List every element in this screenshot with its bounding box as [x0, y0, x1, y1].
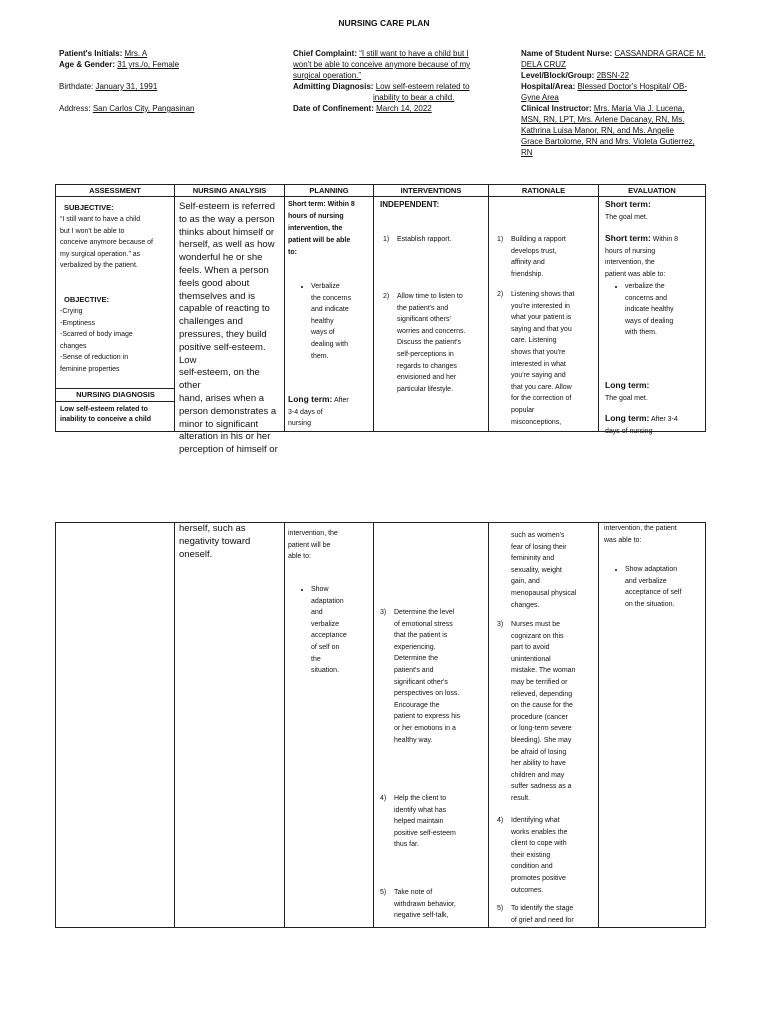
intervention-line: patient to express his [394, 713, 461, 721]
rationale-line: that you care. Allow [511, 383, 572, 391]
rationale-line: menopausal physical [511, 589, 577, 597]
eval-short-term-2 [605, 233, 678, 280]
care-plan-table-page2 [55, 522, 706, 928]
eval-short2-line: intervention, the [605, 259, 655, 267]
rationale-line: for the correction of [511, 395, 572, 403]
planning-bullet-line: the [311, 655, 321, 663]
student-name-l2: DELA CRUZ [521, 60, 566, 69]
birthdate-value: January 31, 1991 [95, 82, 158, 91]
age-gender-label: Age & Gender: [59, 60, 116, 69]
planning-bullet-line: situation. [311, 667, 340, 675]
rationale-line: shows that you're [511, 348, 566, 356]
eval-short-met: The goal met. [605, 213, 648, 221]
rationale-line: client to cope with [511, 840, 567, 848]
rationale-line: popular [511, 406, 535, 414]
rationale-line: bleeding). She may [511, 736, 572, 744]
confinement-value: March 14, 2022 [376, 104, 432, 113]
interventions-cell-continued [374, 523, 488, 927]
planning-bullet [311, 584, 347, 677]
rationale-line: their existing [511, 851, 551, 859]
objective-line: changes [60, 342, 87, 350]
eval-bullet-line: on the situation. [625, 600, 675, 608]
planning-bullet [311, 281, 351, 362]
rationale-line: Building a rapport [511, 236, 566, 243]
analysis-line: thinks about himself or [179, 226, 275, 238]
student-name-label: Name of Student Nurse: [521, 49, 613, 58]
header-assessment: ASSESSMENT [56, 185, 175, 197]
intervention-item-4 [380, 793, 456, 851]
planning-short-goal [285, 281, 351, 362]
birthdate-label: Birthdate: [59, 82, 94, 91]
hospital-l2: Gyne Area [521, 93, 559, 102]
complaint-info [293, 48, 493, 114]
rationale-line: fear of losing their [511, 543, 567, 551]
planning-bullet-line: adaptation [311, 597, 344, 605]
page-title: NURSING CARE PLAN [338, 18, 430, 28]
eval-bullet [625, 281, 674, 339]
student-name-l1: CASSANDRA GRACE M. [614, 49, 706, 58]
rationale-line: interested in what [511, 360, 566, 368]
subjective-line: my surgical operation.” as [60, 250, 141, 258]
admitting-label: Admitting Diagnosis: [293, 82, 374, 91]
intervention-line: helped maintain [394, 818, 444, 826]
rationale-line: saying and that you [511, 325, 572, 333]
objective-line: -Emptiness [60, 319, 96, 327]
intervention-line: worries and concerns. [397, 327, 466, 335]
analysis-line: to as the way a person [179, 213, 275, 225]
chief-complaint-l2: won't be able to conceive anymore because of my [293, 60, 471, 69]
intervention-line: regards to changes [397, 362, 457, 370]
analysis-line: Self-esteem is referred [179, 201, 276, 212]
evaluation-cell [599, 197, 705, 435]
rationale-number: 3) [497, 621, 504, 628]
rationale-cell [489, 197, 598, 427]
analysis-line: hand, arises when a [179, 392, 265, 404]
planning-long-term [288, 394, 349, 430]
eval-short2-line: hours of nursing [605, 247, 656, 255]
planning-bullet-line: the concerns [311, 294, 352, 302]
analysis-line: negativity toward [179, 535, 251, 547]
rationale-line: unintentional [511, 655, 551, 663]
nursing-diagnosis-label: NURSING DIAGNOSIS [56, 388, 175, 402]
planning-short-line: to: [288, 249, 297, 256]
rationale-line: works enables the [511, 828, 568, 836]
rationale-line: friendship. [511, 270, 544, 278]
intervention-line: of emotional stress [394, 620, 453, 628]
rationale-line: outcomes. [511, 886, 544, 894]
intervention-item-1 [383, 234, 451, 246]
intervention-line: thus far. [394, 841, 419, 849]
analysis-line: perception of himself or [179, 444, 278, 456]
rationale-cell-continued [489, 523, 598, 927]
planning-long-line: After [333, 397, 349, 404]
interventions-cell [374, 197, 488, 427]
rationale-line: such as women's [511, 532, 565, 539]
rationale-line: suffer sadness as a [511, 783, 572, 791]
chief-complaint-l3: surgical operation.” [293, 71, 362, 80]
rationale-line: Nurses must be [511, 621, 561, 628]
intervention-line: withdrawn behavior, [394, 900, 456, 908]
analysis-line: pressures, they build [179, 328, 267, 340]
header-evaluation: EVALUATION [599, 185, 706, 197]
rationale-line: Listening shows that [511, 291, 575, 298]
eval-long2-line: After 3-4 [650, 416, 678, 423]
eval-long2-line: was able to: [604, 536, 642, 544]
subjective-line: conceive anymore because of [60, 239, 153, 247]
patient-info [59, 48, 259, 114]
intervention-line: Take note of [394, 889, 433, 896]
eval-long-term-cont [604, 523, 677, 546]
address-value: San Carlos City, Pangasinan [92, 104, 195, 113]
objective-text [60, 306, 174, 376]
eval-bullet [625, 564, 681, 610]
analysis-line: capable of reacting to [179, 303, 270, 315]
rationale-line: femininity and [511, 555, 555, 563]
eval-bullet-line: concerns and [625, 294, 668, 302]
intervention-line: identify what has [394, 806, 447, 814]
intervention-number: 1) [383, 236, 390, 243]
rationale-line: gain, and [511, 578, 540, 586]
level-label: Level/Block/Group: [521, 71, 595, 80]
rationale-line: you're interested in [511, 302, 570, 310]
analysis-line: themselves and is [179, 290, 256, 302]
eval-short2-label: Short term: [605, 233, 651, 243]
eval-bullet-line: indicate healthy [625, 306, 674, 314]
intervention-line: positive self-esteem [394, 829, 456, 837]
rationale-line: mistake. The woman [511, 667, 576, 675]
subjective-line: verbalized by the patient. [60, 262, 138, 270]
rationale-number: 2) [497, 291, 504, 298]
analysis-line: minor to significant [179, 418, 259, 430]
header-interventions: INTERVENTIONS [374, 185, 489, 197]
intervention-line: negative self-talk, [394, 912, 449, 920]
planning-cell-continued [285, 523, 373, 927]
planning-bullet-line: • Show [311, 586, 329, 593]
analysis-cell [175, 197, 284, 456]
intervention-item-2 [383, 291, 465, 395]
objective-line: -Crying [60, 308, 83, 315]
analysis-cell-continued [175, 523, 284, 927]
planning-cell [285, 197, 373, 427]
rationale-line: on the cause for the [511, 702, 573, 710]
planning-bullet-line: verbalize [311, 620, 340, 628]
analysis-line: wonderful he or she [179, 252, 263, 264]
intervention-line: the patient's and [397, 304, 449, 312]
intervention-line: Determine the level [394, 609, 455, 616]
rationale-line: To identify the stage [511, 905, 574, 912]
intervention-line: perspectives on loss. [394, 690, 460, 698]
care-plan-table-page1 [55, 184, 706, 456]
header-rationale: RATIONALE [489, 185, 599, 197]
analysis-line: alteration in his or her [179, 431, 271, 443]
objective-label: OBJECTIVE: [64, 295, 110, 304]
assessment-cell-continued [56, 523, 174, 927]
rationale-line: you're saying and [511, 372, 566, 380]
planning-short-line: Short term: Within 8 [288, 201, 355, 208]
analysis-line: feels. When a person [179, 264, 269, 276]
header-analysis: NURSING ANALYSIS [175, 185, 285, 197]
rationale-item-1 [497, 234, 566, 280]
eval-long2-line: intervention, the patient [604, 525, 677, 532]
eval-short2-line: Within 8 [652, 236, 679, 243]
objective-line: -Scarred of body image [60, 331, 133, 339]
chief-complaint-label: Chief Complaint: [293, 49, 357, 58]
eval-short2-line: patient was able to: [605, 270, 666, 278]
rationale-number: 5) [497, 905, 504, 912]
intervention-number: 3) [380, 609, 387, 616]
initials-value: Mrs. A [124, 49, 148, 58]
initials-label: Patient's Initials: [59, 49, 123, 58]
eval-bullet-line: • verbalize the [625, 283, 665, 290]
intervention-line: healthy way. [394, 736, 433, 744]
intervention-line: experiencing. [394, 643, 436, 651]
intervention-item-3 [380, 607, 460, 746]
analysis-line: person demonstrates a [179, 405, 277, 417]
rationale-line: care. Listening [511, 337, 557, 345]
eval-bullet-line: • Show adaptation [625, 566, 678, 573]
rationale-line: part to avoid [511, 644, 550, 652]
rationale-line: children and may [511, 771, 565, 779]
intervention-line: Establish rapport. [397, 236, 452, 243]
ci-l1: Mrs. Maria Via J. Lucena, [593, 104, 685, 113]
eval-bullet-line: ways of dealing [625, 317, 674, 325]
intervention-line: significant other's [394, 678, 448, 686]
planning-long-label: Long term: [288, 394, 333, 404]
planning-long-line: able to: [288, 553, 311, 561]
nursing-diagnosis-text [60, 405, 151, 425]
planning-short-line: hours of nursing [288, 213, 344, 220]
header-planning: PLANNING [285, 185, 374, 197]
intervention-line: Discuss the patient's [397, 339, 461, 347]
planning-long-line: patient will be [288, 541, 331, 549]
planning-bullet-line: dealing with [311, 340, 348, 348]
confinement-label: Date of Confinement: [293, 104, 374, 113]
ci-l3: Kathrina Luisa Manor, RN, and Ms. Angelie [521, 126, 674, 135]
eval-long2-label: Long term: [605, 413, 650, 423]
intervention-line: self-perceptions in [397, 350, 454, 358]
intervention-line: envisioned and her [397, 374, 457, 382]
rationale-line: affinity and [511, 259, 545, 267]
rationale-line: of grief and need for [511, 916, 574, 924]
rationale-item-2-cont [511, 530, 576, 611]
analysis-line: herself, such as [179, 523, 246, 534]
eval-bullet-line: with them. [625, 329, 657, 337]
planning-bullet-line: and indicate [311, 306, 349, 314]
analysis-line: self-esteem, on the other [179, 367, 260, 392]
rationale-line: Identifying what [511, 817, 560, 824]
eval-bullet-line: and verbalize [625, 577, 667, 585]
eval-long-met: The goal met. [605, 394, 648, 402]
planning-bullet-line: healthy [311, 317, 334, 325]
address-label: Address: [59, 104, 91, 113]
eval-long-label: Long term: [605, 380, 650, 390]
rationale-line: may be terrified or [511, 678, 568, 686]
hospital-l1: Blessed Doctor's Hospital/ OB- [577, 82, 688, 91]
subjective-label: SUBJECTIVE: [64, 203, 114, 212]
rationale-line: result. [511, 794, 531, 802]
rationale-line: sexuality, weight [511, 566, 562, 574]
intervention-line: significant others' [397, 316, 451, 324]
intervention-number: 4) [380, 795, 387, 802]
intervention-line: particular lifestyle. [397, 385, 454, 393]
subjective-text [60, 214, 174, 272]
subjective-line: but I won't be able to [60, 227, 125, 235]
intervention-line: that the patient is [394, 632, 448, 640]
rationale-number: 4) [497, 817, 504, 824]
intervention-item-5 [380, 887, 456, 922]
ci-l5: RN [521, 148, 533, 157]
objective-line: -Sense of reduction in [60, 354, 129, 362]
intervention-line: or her emotions in a [394, 724, 456, 732]
subjective-line: “I still want to have a child [60, 216, 141, 223]
analysis-line: positive self-esteem. Low [179, 341, 266, 366]
rationale-line: misconceptions, [511, 418, 562, 426]
ci-l4: Grace Bartolome, RN and Mrs. Violeta Gutierrez, [521, 137, 695, 146]
eval-long2-line: days of nursing [605, 427, 653, 435]
analysis-line: oneself. [179, 548, 213, 560]
eval-short-term-1 [605, 199, 651, 223]
eval-short-label: Short term: [605, 199, 651, 209]
ci-l2: MSN, RN, LPT, Mrs. Arlene Dacanay, RN, Ms. [521, 115, 685, 124]
analysis-line: herself, as well as how [179, 239, 275, 251]
eval-long-term-2 [605, 413, 678, 437]
intervention-line: Encourage the [394, 701, 440, 709]
planning-bullet-line: ways of [311, 329, 335, 337]
planning-long-goal [285, 584, 347, 677]
chief-complaint-l1: “I still want to have a child but I [359, 49, 469, 58]
eval-bullet-line: acceptance of self [625, 589, 682, 597]
planning-bullet-line: and [311, 609, 323, 617]
planning-bullet-line: acceptance [311, 632, 347, 640]
eval-long-bullets [599, 564, 681, 610]
rationale-line: develops trust, [511, 247, 557, 255]
ci-label: Clinical Instructor: [521, 104, 592, 113]
objective-line: feminine properties [60, 365, 120, 373]
rationale-item-2 [497, 289, 574, 428]
assessment-cell [56, 197, 174, 427]
admitting-l1: Low self-esteem related to [375, 82, 470, 91]
rationale-line: promotes positive [511, 874, 566, 882]
planning-long-line: 3-4 days of [288, 408, 323, 416]
evaluation-cell-continued [599, 523, 705, 927]
eval-short-bullets [599, 281, 674, 339]
admitting-l2: inability to bear a child. [373, 93, 455, 102]
planning-bullet-line: them. [311, 352, 329, 360]
rationale-line: changes. [511, 601, 540, 609]
planning-short-line: patient will be able [288, 237, 351, 244]
hospital-label: Hospital/Area: [521, 82, 576, 91]
rationale-item-3 [497, 619, 575, 805]
analysis-line: challenges and [179, 316, 243, 328]
rationale-item-5 [497, 903, 574, 926]
intervention-line: patient's and [394, 666, 434, 674]
rationale-line: cognizant on this [511, 632, 564, 640]
intervention-line: Help the client to [394, 795, 447, 802]
diagnosis-line: Low self-esteem related to [60, 406, 148, 413]
rationale-line: or long-term severe [511, 725, 572, 733]
student-info [521, 48, 706, 158]
intervention-number: 2) [383, 293, 390, 300]
rationale-line: procedure (cancer [511, 713, 568, 721]
planning-bullet-line: of self on [311, 643, 340, 651]
age-gender-value: 31 yrs./o, Female [117, 60, 180, 69]
planning-short-term [288, 199, 355, 259]
rationale-item-4 [497, 815, 567, 896]
planning-short-line: intervention, the [288, 225, 343, 232]
level-value: 2BSN-22 [596, 71, 630, 80]
rationale-line: relieved, depending [511, 690, 573, 698]
planning-long-term-cont [288, 528, 338, 563]
diagnosis-line: inability to conceive a child [60, 416, 152, 423]
planning-long-line: intervention, the [288, 530, 338, 537]
intervention-number: 5) [380, 889, 387, 896]
planning-long-line: nursing [288, 420, 311, 428]
rationale-line: be afraid of losing [511, 748, 567, 756]
intervention-line: Determine the [394, 655, 438, 663]
independent-label: INDEPENDENT: [380, 200, 440, 209]
planning-bullet-line: • Verbalize [311, 283, 340, 290]
eval-long-term-1 [605, 380, 649, 404]
rationale-number: 1) [497, 236, 504, 243]
rationale-line: her ability to have [511, 760, 566, 768]
analysis-line: feels good about [179, 277, 250, 289]
rationale-line: condition and [511, 863, 553, 871]
rationale-line: what your patient is [511, 314, 572, 322]
intervention-line: Allow time to listen to [397, 293, 463, 300]
